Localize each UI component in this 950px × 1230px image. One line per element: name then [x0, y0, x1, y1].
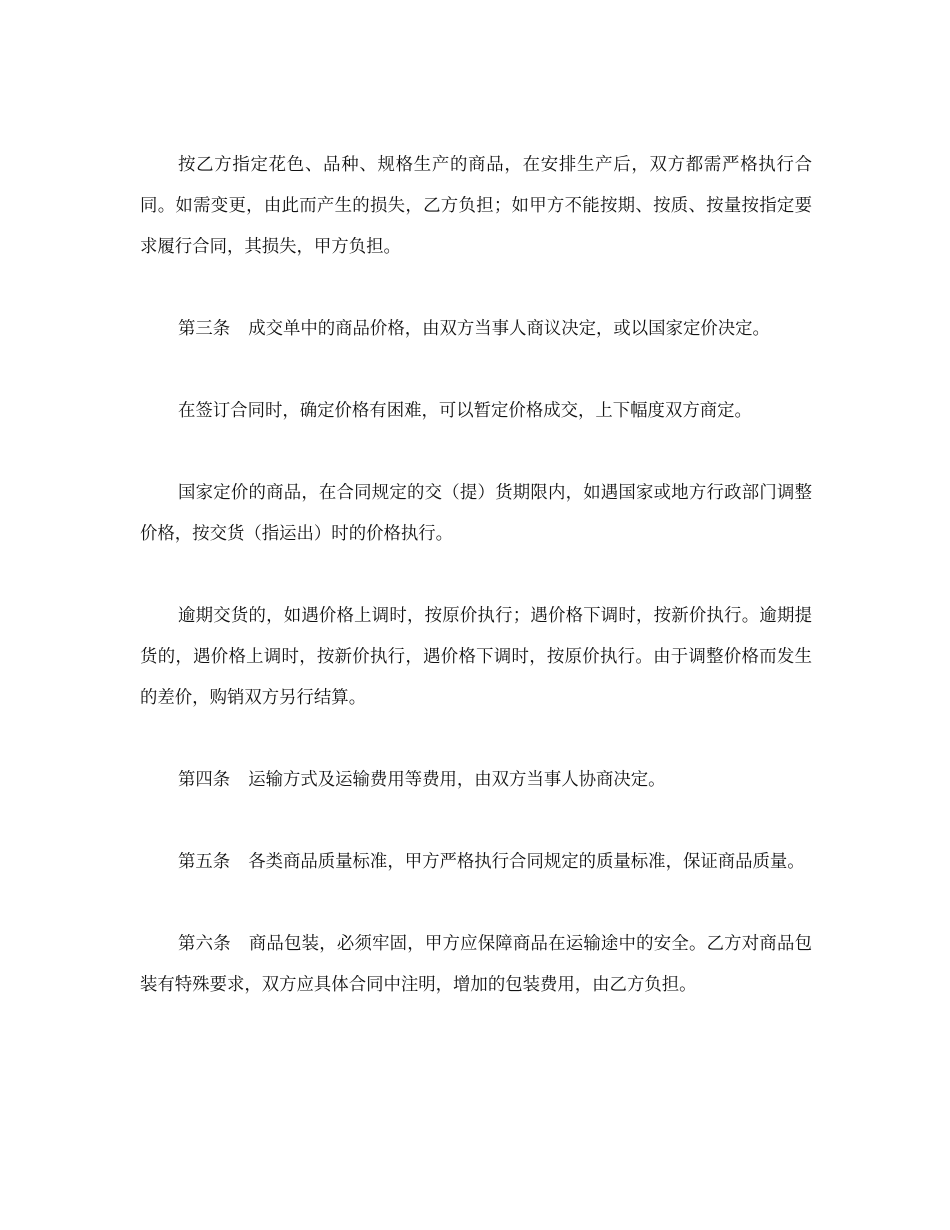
article-number: 第六条 [178, 934, 231, 954]
article-number: 第四条 [178, 770, 231, 790]
paragraph-text: 成交单中的商品价格，由双方当事人商议决定，或以国家定价决定。 [248, 319, 770, 339]
article-number: 第五条 [178, 852, 231, 872]
paragraph-text: 国家定价的商品，在合同规定的交（提）货期限内，如遇国家或地方行政部门调整价格，按交货（指运出）时的价格执行。 [140, 483, 812, 544]
document-body [140, 145, 812, 1047]
paragraph-tentative-price [140, 391, 812, 432]
paragraph-article-3 [140, 309, 812, 350]
paragraph-article-4 [140, 760, 812, 801]
paragraph-text: 在签订合同时，确定价格有困难，可以暂定价格成交，上下幅度双方商定。 [178, 401, 752, 421]
paragraph-text: 运输方式及运输费用等费用，由双方当事人协商决定。 [248, 770, 666, 790]
article-number: 第三条 [178, 319, 231, 339]
paragraph-article-5 [140, 842, 812, 883]
paragraph-text: 各类商品质量标准，甲方严格执行合同规定的质量标准，保证商品质量。 [248, 852, 805, 872]
paragraph-text: 商品包装，必须牢固，甲方应保障商品在运输途中的安全。乙方对商品包装有特殊要求，双方应具体合同中注明，增加的包装费用，由乙方负担。 [140, 934, 812, 995]
paragraph-article-6 [140, 924, 812, 1006]
paragraph-state-price [140, 473, 812, 555]
paragraph-custom-production [140, 145, 812, 268]
paragraph-text: 按乙方指定花色、品种、规格生产的商品，在安排生产后，双方都需严格执行合同。如需变更，由此而产生的损失，乙方负担；如甲方不能按期、按质、按量按指定要求履行合同，其损失，甲方负担。 [140, 155, 812, 257]
paragraph-overdue-delivery [140, 596, 812, 719]
paragraph-text: 逾期交货的，如遇价格上调时，按原价执行；遇价格下调时，按新价执行。逾期提货的，遇价格上调时，按新价执行，遇价格下调时，按原价执行。由于调整价格而发生的差价，购销双方另行结算。 [140, 606, 812, 708]
